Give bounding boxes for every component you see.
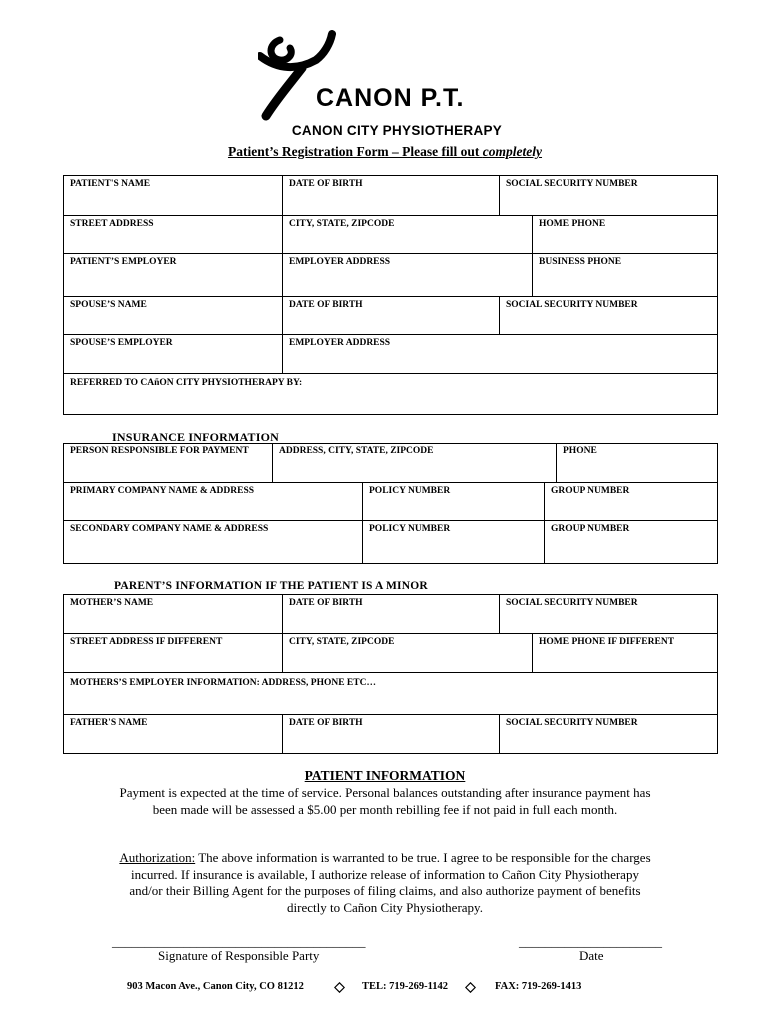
footer-fax: FAX: 719-269-1413 (495, 981, 582, 992)
father-ssn-field[interactable] (499, 715, 717, 753)
parent-row-3 (64, 673, 717, 715)
responsible-party-label: PERSON RESPONSIBLE FOR PAYMENT (70, 446, 249, 456)
patient-name-label: PATIENT'S NAME (70, 179, 151, 189)
city-state-zip-label: CITY, STATE, ZIPCODE (289, 219, 395, 229)
spouse-employer-label: SPOUSE’S EMPLOYER (70, 338, 173, 348)
employer-address-label: EMPLOYER ADDRESS (289, 257, 391, 267)
parent-city-field[interactable] (282, 634, 533, 672)
footer-tel: TEL: 719-269-1142 (362, 981, 449, 992)
mother-ssn-label: SOCIAL SECURITY NUMBER (506, 598, 638, 608)
date-label: Date (579, 948, 604, 963)
patient-employer-label: PATIENT’S EMPLOYER (70, 257, 177, 267)
primary-group-label: GROUP NUMBER (551, 486, 630, 496)
parent-street-label: STREET ADDRESS IF DIFFERENT (70, 637, 223, 647)
spouse-name-field[interactable] (64, 297, 282, 334)
mother-employer-field[interactable] (64, 673, 717, 714)
secondary-policy-label: POLICY NUMBER (369, 524, 451, 534)
business-phone-field[interactable] (532, 254, 717, 296)
logo-name: CANON P.T. (316, 84, 465, 112)
form-title-emphasis: completely (482, 144, 543, 159)
father-ssn-label: SOCIAL SECURITY NUMBER (506, 718, 638, 728)
father-dob-label: DATE OF BIRTH (289, 718, 363, 728)
patient-ssn-label: SOCIAL SECURITY NUMBER (506, 179, 638, 189)
authorization-label: Authorization: (119, 850, 196, 865)
patient-employer-field[interactable] (64, 254, 282, 296)
insurance-address-field[interactable] (272, 444, 557, 482)
diamond-icon (465, 982, 476, 993)
street-address-label: STREET ADDRESS (70, 219, 154, 229)
father-name-field[interactable] (64, 715, 282, 753)
parent-home-phone-label: HOME PHONE IF DIFFERENT (539, 637, 675, 647)
insurance-row-3 (64, 521, 717, 564)
home-phone-label: HOME PHONE (539, 219, 606, 229)
insurance-row-2 (64, 483, 717, 521)
parent-info-grid (63, 594, 718, 754)
primary-company-label: PRIMARY COMPANY NAME & ADDRESS (70, 486, 255, 496)
patient-row-6 (64, 374, 717, 415)
mother-ssn-field[interactable] (499, 595, 717, 633)
primary-company-field[interactable] (64, 483, 362, 520)
spouse-ssn-label: SOCIAL SECURITY NUMBER (506, 300, 638, 310)
spouse-employer-field[interactable] (64, 335, 282, 373)
spouse-name-label: SPOUSE’S NAME (70, 300, 147, 310)
patient-information-title: PATIENT INFORMATION (304, 768, 466, 783)
parent-street-field[interactable] (64, 634, 282, 672)
form-title (0, 144, 770, 160)
patient-row-5 (64, 335, 717, 374)
primary-policy-label: POLICY NUMBER (369, 486, 451, 496)
secondary-policy-field[interactable] (362, 521, 545, 563)
city-state-zip-field[interactable] (282, 216, 533, 253)
secondary-company-field[interactable] (64, 521, 362, 563)
secondary-group-label: GROUP NUMBER (551, 524, 630, 534)
referred-by-label: REFERRED TO CAñON CITY PHYSIOTHERAPY BY: (70, 378, 303, 388)
logo-subtitle: CANON CITY PHYSIOTHERAPY (291, 123, 503, 138)
patient-dob-field[interactable] (282, 176, 500, 215)
business-phone-label: BUSINESS PHONE (539, 257, 622, 267)
spouse-dob-field[interactable] (282, 297, 500, 334)
patient-row-1 (64, 176, 717, 216)
parent-city-label: CITY, STATE, ZIPCODE (289, 637, 395, 647)
parent-row-4 (64, 715, 717, 754)
spouse-ssn-field[interactable] (499, 297, 717, 334)
secondary-group-field[interactable] (544, 521, 717, 563)
home-phone-field[interactable] (532, 216, 717, 253)
patient-dob-label: DATE OF BIRTH (289, 179, 363, 189)
parent-row-2 (64, 634, 717, 673)
footer-address: 903 Macon Ave., Canon City, CO 81212 (127, 981, 304, 992)
parent-row-1 (64, 595, 717, 634)
insurance-phone-label: PHONE (563, 446, 597, 456)
secondary-company-label: SECONDARY COMPANY NAME & ADDRESS (70, 524, 269, 534)
patient-ssn-field[interactable] (499, 176, 717, 215)
patient-row-3 (64, 254, 717, 297)
mother-dob-field[interactable] (282, 595, 500, 633)
employer-address-field[interactable] (282, 254, 533, 296)
signature-line[interactable]: _______________________________________ (112, 934, 366, 949)
spouse-employer-address-label: EMPLOYER ADDRESS (289, 338, 391, 348)
primary-policy-field[interactable] (362, 483, 545, 520)
parent-heading: PARENT’S INFORMATION IF THE PATIENT IS A MINOR (114, 580, 428, 592)
spouse-dob-label: DATE OF BIRTH (289, 300, 363, 310)
patient-row-2 (64, 216, 717, 254)
father-name-label: FATHER'S NAME (70, 718, 148, 728)
signature-label: Signature of Responsible Party (158, 948, 320, 963)
referred-by-field[interactable] (64, 374, 717, 414)
insurance-address-label: ADDRESS, CITY, STATE, ZIPCODE (279, 446, 434, 456)
patient-row-4 (64, 297, 717, 335)
form-title-text: Patient’s Registration Form – Please fill out (227, 144, 483, 159)
insurance-heading: INSURANCE INFORMATION (112, 430, 279, 444)
diamond-icon (334, 982, 345, 993)
payment-paragraph: Payment is expected at the time of service. Personal balances outstanding after insurance payment has been made will be assessed a $5.00 per month rebilling fee if not paid in full each month. (119, 785, 651, 817)
insurance-row-1 (64, 444, 717, 483)
patient-name-field[interactable] (64, 176, 282, 215)
primary-group-field[interactable] (544, 483, 717, 520)
insurance-phone-field[interactable] (556, 444, 717, 482)
spouse-employer-address-field[interactable] (282, 335, 717, 373)
mother-name-field[interactable] (64, 595, 282, 633)
mother-dob-label: DATE OF BIRTH (289, 598, 363, 608)
logo-graphic (258, 30, 528, 130)
street-address-field[interactable] (64, 216, 282, 253)
authorization-text: The above information is warranted to be true. I agree to be responsible for the charges incurred. If insurance is available, I authorize release of information to Cañon City Physiotherapy and/or their Billing Agent for the purposes of filing claims, and also authorize payment of benefits directly to Cañon City Physiotherapy. (129, 850, 651, 915)
insurance-grid (63, 443, 718, 564)
parent-home-phone-field[interactable] (532, 634, 717, 672)
father-dob-field[interactable] (282, 715, 500, 753)
responsible-party-field[interactable] (64, 444, 272, 482)
mother-name-label: MOTHER’S NAME (70, 598, 154, 608)
mother-employer-label: MOTHERS’S EMPLOYER INFORMATION: ADDRESS, PHONE ETC… (70, 678, 376, 688)
date-line[interactable]: ______________________ (519, 934, 662, 949)
authorization-paragraph (115, 850, 655, 916)
patient-info-grid (63, 175, 718, 415)
